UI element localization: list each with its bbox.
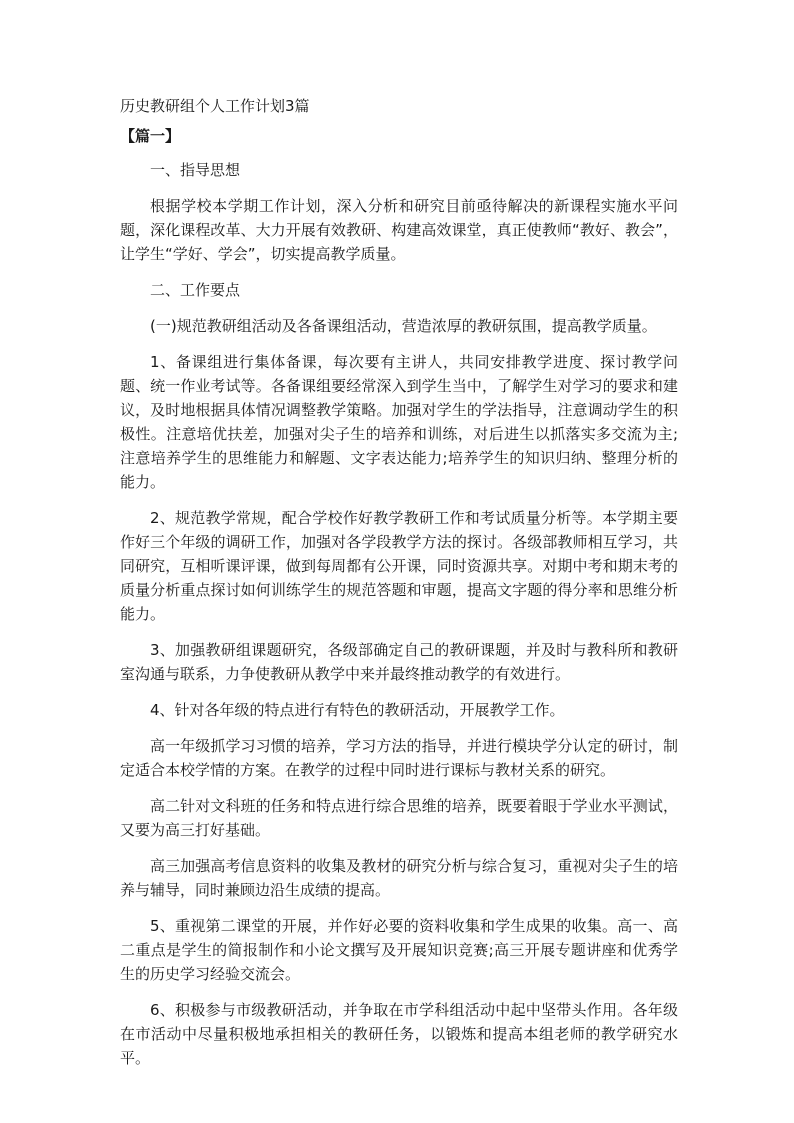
paragraph: 1、备课组进行集体备课，每次要有主讲人，共同安排教学进度、探讨教学问题、统一作业考试等。各备课组要经常深入到学生当中，了解学生对学习的要求和建议，及时地根据具体情况调整教学策略。加强对学生的学法指导，注意调动学生的积极性。注意培优扶差，加强对尖子生的培养和训练，对后进生以抓落实多交流为主;注意培养学生的思维能力和解题、文字表达能力;培养学生的知识归纳、整理分析的能力。 [120, 353, 678, 491]
paragraph: 2、规范教学常规，配合学校作好教学教研工作和考试质量分析等。本学期主要作好三个年级的调研工作，加强对各学段教学方法的探讨。各级部教师相互学习，共同研究，互相听课评课，做到每周都有公开课，同时资源共享。对期中考和期末考的质量分析重点探讨如何训练学生的规范答题和审题，提高文字题的得分率和思维分析能力。 [120, 509, 678, 623]
document-page [120, 94, 678, 1080]
paragraph: 根据学校本学期工作计划，深入分析和研究目前亟待解决的新课程实施水平问题，深化课程改革、大力开展有效教研、构建高效课堂，真正使教师“教好、教会”，让学生“学好、学会”，切实提高教学质量。 [120, 197, 678, 263]
heading-guiding-thought: 一、指导思想 [150, 161, 241, 179]
document-title: 历史教研组个人工作计划3篇 [120, 97, 310, 115]
paragraph: 高二针对文科班的任务和特点进行综合思维的培养，既要着眼于学业水平测试，又要为高三打好基础。 [120, 797, 678, 839]
paragraph: 高三加强高考信息资料的收集及教材的研究分析与综合复习，重视对尖子生的培养与辅导，同时兼顾边沿生成绩的提高。 [120, 857, 678, 899]
heading-work-points: 二、工作要点 [150, 281, 241, 299]
paragraph: 高一年级抓学习习惯的培养，学习方法的指导，并进行模块学分认定的研讨，制定适合本校学情的方案。在教学的过程中同时进行课标与教材关系的研究。 [120, 737, 678, 779]
paragraph: 3、加强教研组课题研究，各级部确定自己的教研课题，并及时与教科所和教研室沟通与联系，力争使教研从教学中来并最终推动教学的有效进行。 [120, 641, 678, 683]
paragraph: 5、重视第二课堂的开展，并作好必要的资料收集和学生成果的收集。高一、高二重点是学生的简报制作和小论文撰写及开展知识竞赛;高三开展专题讲座和优秀学生的历史学习经验交流会。 [120, 917, 678, 983]
paragraph: 6、积极参与市级教研活动，并争取在市学科组活动中起中坚带头作用。各年级在市活动中尽量积极地承担相关的教研任务，以锻炼和提高本组老师的教学研究水平。 [120, 1001, 678, 1067]
paragraph: (一)规范教研组活动及各备课组活动，营造浓厚的教研氛围，提高教学质量。 [150, 317, 657, 335]
paragraph: 4、针对各年级的特点进行有特色的教研活动，开展教学工作。 [150, 701, 565, 719]
section-label: 【篇一】 [120, 127, 181, 145]
